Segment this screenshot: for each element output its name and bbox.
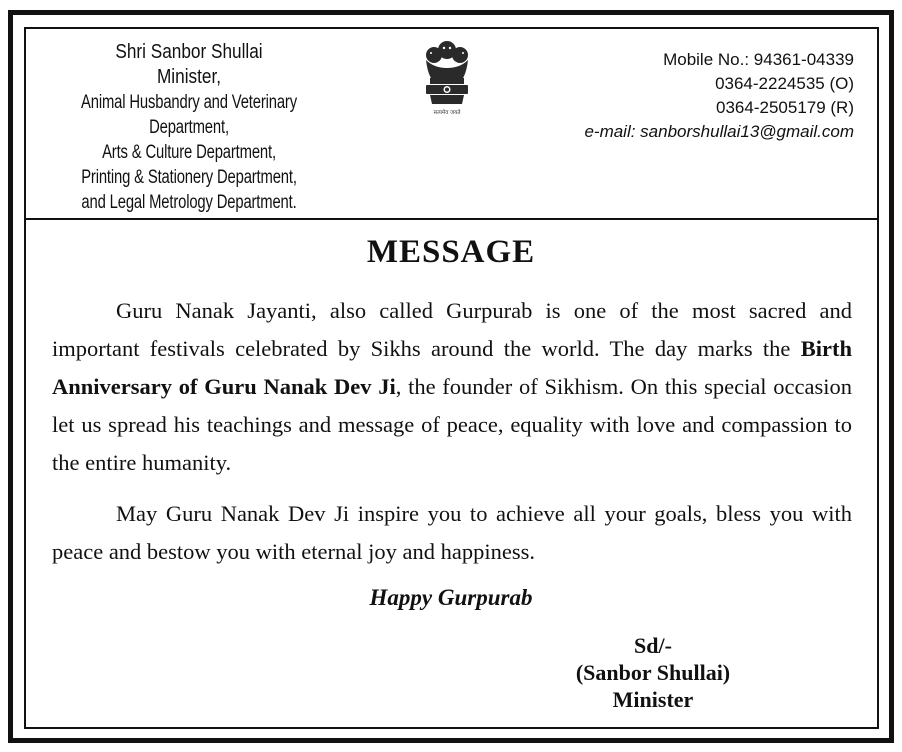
message-paragraph-2: May Guru Nanak Dev Ji inspire you to achieve all your goals, bless you with peace and bestow you with eternal joy and happiness. — [52, 501, 852, 564]
department-line: Animal Husbandry and Veterinary — [81, 92, 297, 113]
signature-block — [540, 632, 766, 713]
signatory-name: (Sanbor Shullai) — [575, 660, 731, 685]
signatory-title: Minister — [612, 687, 694, 712]
greeting: Happy Gurpurab — [369, 585, 533, 610]
email-address[interactable]: e-mail: sanborshullai13@gmail.com — [584, 122, 854, 141]
department-line: Printing & Stationery Department, — [81, 167, 297, 188]
highlight-text: Birth Anniversary of Guru Nanak Dev Ji — [52, 336, 852, 399]
minister-name: Shri Sanbor Shullai — [115, 41, 263, 63]
sd-mark: Sd/- — [634, 633, 672, 658]
header-divider — [24, 218, 879, 220]
message-body — [52, 292, 852, 571]
department-line: Department, — [149, 117, 229, 138]
department-line: Arts & Culture Department, — [102, 142, 276, 163]
contact-details — [434, 48, 854, 144]
residence-phone: 0364-2505179 (R) — [716, 98, 854, 117]
emblem-motto: सत्यमेव जयते — [433, 110, 461, 116]
office-phone: 0364-2224535 (O) — [715, 74, 854, 93]
minister-designation: Minister, — [156, 66, 222, 88]
department-line: and Legal Metrology Department. — [81, 192, 297, 213]
message-title: MESSAGE — [366, 234, 536, 270]
minister-details — [34, 40, 344, 215]
mobile-number: Mobile No.: 94361-04339 — [663, 50, 854, 69]
message-paragraph-1: Guru Nanak Jayanti, also called Gurpurab is one of the most sacred and important festivals celebrated by Sikhs around the world. The day marks the Birth Anniversary of Guru Nanak Dev Ji, the founder of Sikhism. On this special occasion let us spread his teachings and message of peace, equality with love and compassion to the entire humanity. — [52, 298, 853, 475]
